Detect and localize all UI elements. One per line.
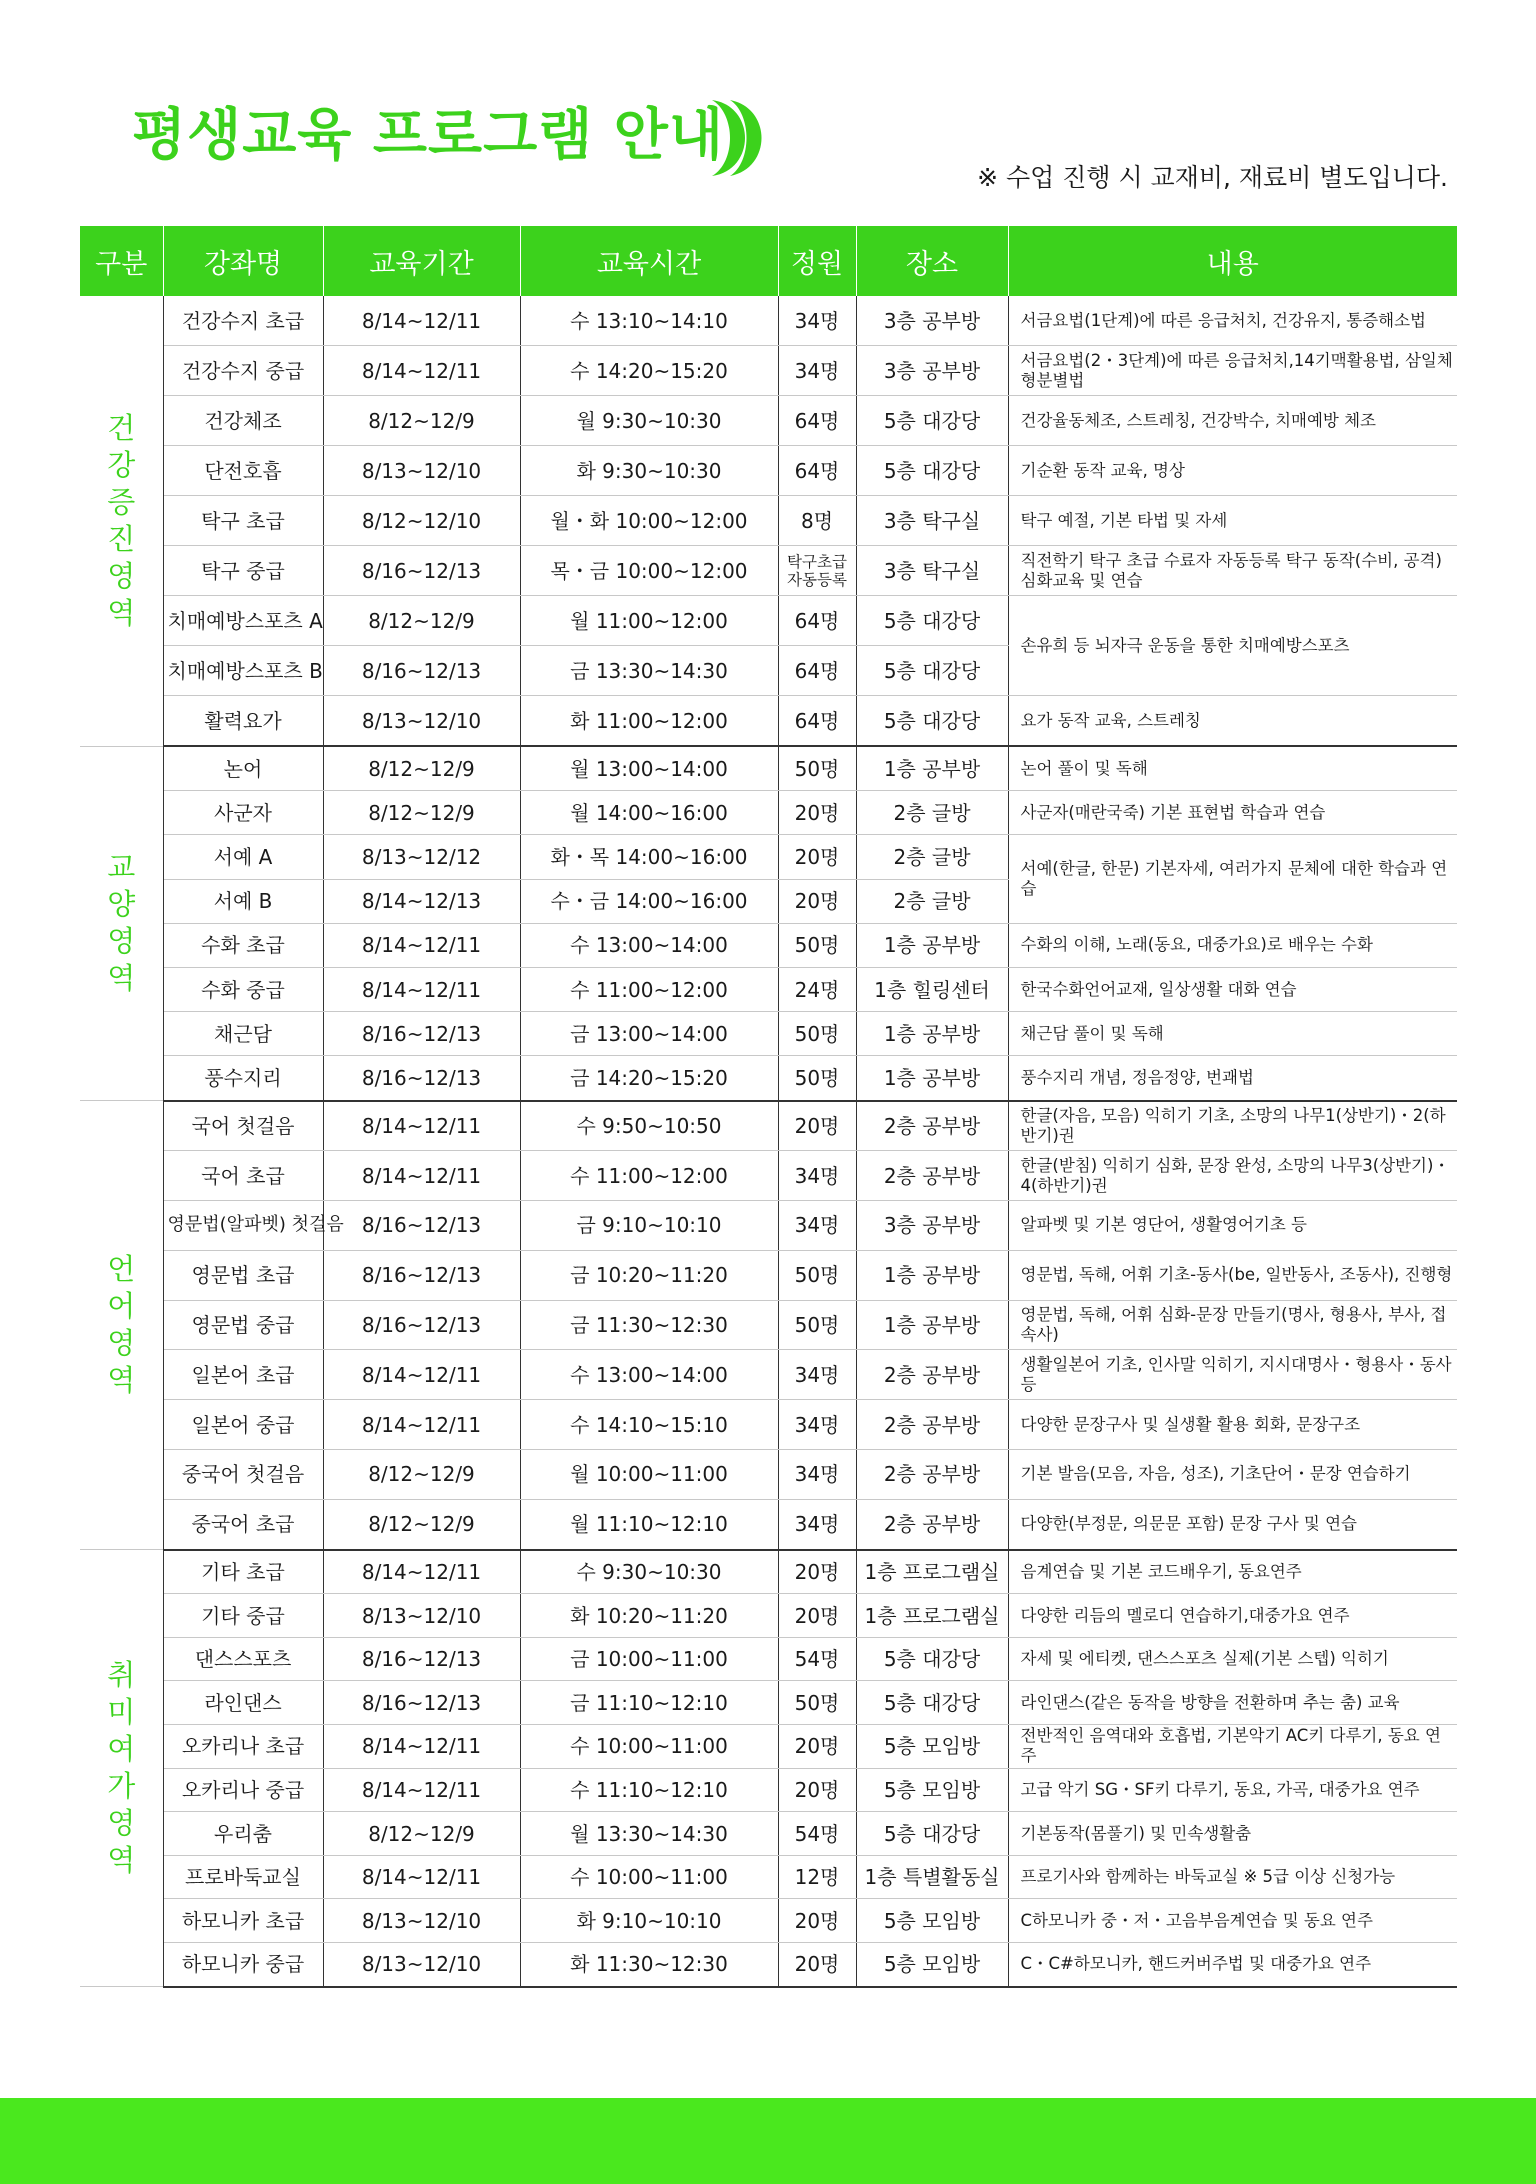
content-cell: 기본 발음(모음, 자음, 성조), 기초단어・문장 연습하기: [1008, 1450, 1457, 1500]
page-title: 평생교육 프로그램 안내: [132, 103, 724, 168]
capacity-cell: 50명: [778, 1300, 856, 1350]
content-cell: 기순환 동작 교육, 명상: [1008, 446, 1457, 496]
capacity-cell: 34명: [778, 1450, 856, 1500]
content-cell: C・C#하모니카, 핸드커버주법 및 대중가요 연주: [1008, 1943, 1457, 1987]
time-cell: 월 9:30~10:30: [520, 396, 778, 446]
place-cell: 2층 공부방: [856, 1499, 1008, 1549]
content-cell: 프로기사와 함께하는 바둑교실 ※ 5급 이상 신청가능: [1008, 1855, 1457, 1899]
capacity-cell: 64명: [778, 596, 856, 646]
period-cell: 8/14~12/11: [323, 296, 520, 346]
capacity-cell: 50명: [778, 1012, 856, 1056]
period-cell: 8/16~12/13: [323, 1300, 520, 1350]
time-cell: 화・목 14:00~16:00: [520, 835, 778, 879]
place-cell: 1층 프로그램실: [856, 1594, 1008, 1638]
place-cell: 2층 공부방: [856, 1151, 1008, 1201]
content-cell: 자세 및 에티켓, 댄스스포츠 실제(기본 스텝) 익히기: [1008, 1637, 1457, 1681]
period-cell: 8/14~12/11: [323, 923, 520, 967]
category-cell: [80, 296, 163, 746]
capacity-cell: 12명: [778, 1855, 856, 1899]
place-cell: 5층 모임방: [856, 1943, 1008, 1987]
capacity-cell: 50명: [778, 1250, 856, 1300]
table-row: [80, 1350, 1457, 1400]
place-cell: 2층 공부방: [856, 1101, 1008, 1151]
capacity-cell: 20명: [778, 1594, 856, 1638]
content-cell: 영문법, 독해, 어휘 기초-동사(be, 일반동사, 조동사), 진행형: [1008, 1250, 1457, 1300]
content-cell: 손유희 등 뇌자극 운동을 통한 치매예방스포츠: [1008, 596, 1457, 696]
period-cell: 8/13~12/10: [323, 1899, 520, 1943]
time-cell: 월 13:00~14:00: [520, 746, 778, 791]
place-cell: 1층 힐링센터: [856, 967, 1008, 1011]
place-cell: 5층 모임방: [856, 1725, 1008, 1769]
place-cell: 3층 탁구실: [856, 546, 1008, 596]
table-body: [80, 296, 1457, 1987]
course-name-cell: 기타 중급: [163, 1594, 323, 1638]
table-row: [80, 746, 1457, 791]
category-label: 취미여가영역: [107, 1658, 136, 1878]
place-cell: 5층 대강당: [856, 1812, 1008, 1856]
table-row: [80, 1056, 1457, 1101]
capacity-cell: 20명: [778, 835, 856, 879]
time-cell: 월 14:00~16:00: [520, 791, 778, 835]
table-row: [80, 923, 1457, 967]
content-cell: 서예(한글, 한문) 기본자세, 여러가지 문체에 대한 학습과 연습: [1008, 835, 1457, 923]
capacity-cell: 34명: [778, 1201, 856, 1251]
period-cell: 8/16~12/13: [323, 1637, 520, 1681]
period-cell: 8/14~12/11: [323, 1725, 520, 1769]
capacity-cell: 20명: [778, 879, 856, 923]
table-row: [80, 1300, 1457, 1350]
course-name-cell: 영문법(알파벳) 첫걸음: [163, 1201, 323, 1251]
time-cell: 수 9:50~10:50: [520, 1101, 778, 1151]
period-cell: 8/14~12/13: [323, 879, 520, 923]
place-cell: 1층 공부방: [856, 1012, 1008, 1056]
course-name-cell: 단전호흡: [163, 446, 323, 496]
header-capacity: 정원: [778, 226, 856, 296]
place-cell: 3층 공부방: [856, 1201, 1008, 1251]
capacity-cell: 64명: [778, 646, 856, 696]
place-cell: 5층 모임방: [856, 1899, 1008, 1943]
course-name-cell: 탁구 중급: [163, 546, 323, 596]
capacity-cell: 20명: [778, 1943, 856, 1987]
course-name-cell: 치매예방스포츠 B: [163, 646, 323, 696]
time-cell: 금 14:20~15:20: [520, 1056, 778, 1101]
table-row: [80, 1943, 1457, 1987]
place-cell: 1층 특별활동실: [856, 1855, 1008, 1899]
time-cell: 수 10:00~11:00: [520, 1725, 778, 1769]
place-cell: 5층 대강당: [856, 596, 1008, 646]
table-row: [80, 791, 1457, 835]
period-cell: 8/16~12/13: [323, 1250, 520, 1300]
period-cell: 8/14~12/11: [323, 1151, 520, 1201]
content-cell: 채근담 풀이 및 독해: [1008, 1012, 1457, 1056]
time-cell: 금 9:10~10:10: [520, 1201, 778, 1251]
content-cell: 알파벳 및 기본 영단어, 생활영어기초 등: [1008, 1201, 1457, 1251]
time-cell: 수 14:20~15:20: [520, 346, 778, 396]
course-name-cell: 영문법 중급: [163, 1300, 323, 1350]
capacity-cell: 탁구초급 자동등록: [778, 546, 856, 596]
header-course: 강좌명: [163, 226, 323, 296]
course-name-cell: 오카리나 중급: [163, 1768, 323, 1812]
period-cell: 8/16~12/13: [323, 1681, 520, 1725]
course-name-cell: 논어: [163, 746, 323, 791]
period-cell: 8/16~12/13: [323, 1056, 520, 1101]
category-cell: [80, 1101, 163, 1550]
header-period: 교육기간: [323, 226, 520, 296]
content-cell: C하모니카 중・저・고음부음계연습 및 동요 연주: [1008, 1899, 1457, 1943]
time-cell: 화 11:30~12:30: [520, 1943, 778, 1987]
time-cell: 화 9:10~10:10: [520, 1899, 778, 1943]
period-cell: 8/13~12/10: [323, 1594, 520, 1638]
course-name-cell: 서예 A: [163, 835, 323, 879]
course-name-cell: 치매예방스포츠 A: [163, 596, 323, 646]
table-row: [80, 1550, 1457, 1594]
course-name-cell: 국어 초급: [163, 1151, 323, 1201]
table-row: [80, 696, 1457, 747]
content-cell: 탁구 예절, 기본 타법 및 자세: [1008, 496, 1457, 546]
table-row: [80, 1725, 1457, 1769]
capacity-cell: 34명: [778, 1400, 856, 1450]
table-row: [80, 1812, 1457, 1856]
place-cell: 5층 모임방: [856, 1768, 1008, 1812]
capacity-cell: 34명: [778, 1499, 856, 1549]
table-row: [80, 1681, 1457, 1725]
category-cell: [80, 746, 163, 1101]
course-name-cell: 오카리나 초급: [163, 1725, 323, 1769]
header-content: 내용: [1008, 226, 1457, 296]
capacity-cell: 64명: [778, 396, 856, 446]
place-cell: 1층 공부방: [856, 1300, 1008, 1350]
course-name-cell: 프로바둑교실: [163, 1855, 323, 1899]
time-cell: 수 13:00~14:00: [520, 1350, 778, 1400]
table-row: [80, 1012, 1457, 1056]
period-cell: 8/12~12/9: [323, 746, 520, 791]
place-cell: 5층 대강당: [856, 646, 1008, 696]
place-cell: 1층 공부방: [856, 1250, 1008, 1300]
capacity-cell: 34명: [778, 1151, 856, 1201]
course-name-cell: 서예 B: [163, 879, 323, 923]
content-cell: 다양한 리듬의 멜로디 연습하기,대중가요 연주: [1008, 1594, 1457, 1638]
period-cell: 8/14~12/11: [323, 1101, 520, 1151]
table-row: [80, 1101, 1457, 1151]
content-cell: 수화의 이해, 노래(동요, 대중가요)로 배우는 수화: [1008, 923, 1457, 967]
time-cell: 월 13:30~14:30: [520, 1812, 778, 1856]
place-cell: 2층 공부방: [856, 1350, 1008, 1400]
period-cell: 8/14~12/11: [323, 1550, 520, 1594]
course-name-cell: 일본어 초급: [163, 1350, 323, 1400]
period-cell: 8/16~12/13: [323, 546, 520, 596]
time-cell: 화 11:00~12:00: [520, 696, 778, 747]
content-cell: 서금요법(1단계)에 따른 응급처치, 건강유지, 통증해소법: [1008, 296, 1457, 346]
time-cell: 금 10:20~11:20: [520, 1250, 778, 1300]
capacity-cell: 34명: [778, 296, 856, 346]
content-cell: 다양한 문장구사 및 실생활 활용 회화, 문장구조: [1008, 1400, 1457, 1450]
material-fee-note: ※ 수업 진행 시 교재비, 재료비 별도입니다.: [977, 163, 1448, 192]
place-cell: 5층 대강당: [856, 1681, 1008, 1725]
place-cell: 3층 공부방: [856, 346, 1008, 396]
capacity-cell: 20명: [778, 1725, 856, 1769]
table-row: [80, 1768, 1457, 1812]
place-cell: 5층 대강당: [856, 396, 1008, 446]
table-row: [80, 496, 1457, 546]
course-name-cell: 라인댄스: [163, 1681, 323, 1725]
period-cell: 8/14~12/11: [323, 1768, 520, 1812]
time-cell: 수 10:00~11:00: [520, 1855, 778, 1899]
place-cell: 2층 공부방: [856, 1450, 1008, 1500]
table-row: [80, 1400, 1457, 1450]
course-name-cell: 채근담: [163, 1012, 323, 1056]
period-cell: 8/16~12/13: [323, 1012, 520, 1056]
course-name-cell: 영문법 초급: [163, 1250, 323, 1300]
content-cell: 영문법, 독해, 어휘 심화-문장 만들기(명사, 형용사, 부사, 접속사): [1008, 1300, 1457, 1350]
period-cell: 8/13~12/10: [323, 446, 520, 496]
capacity-cell: 54명: [778, 1637, 856, 1681]
capacity-cell: 64명: [778, 696, 856, 747]
time-cell: 금 13:00~14:00: [520, 1012, 778, 1056]
time-cell: 수 9:30~10:30: [520, 1550, 778, 1594]
course-name-cell: 활력요가: [163, 696, 323, 747]
course-name-cell: 국어 첫걸음: [163, 1101, 323, 1151]
table-header-row: [80, 226, 1457, 296]
course-name-cell: 풍수지리: [163, 1056, 323, 1101]
place-cell: 5층 대강당: [856, 1637, 1008, 1681]
period-cell: 8/14~12/11: [323, 1350, 520, 1400]
content-cell: 직전학기 탁구 초급 수료자 자동등록 탁구 동작(수비, 공격) 심화교육 및 연습: [1008, 546, 1457, 596]
content-cell: 사군자(매란국죽) 기본 표현법 학습과 연습: [1008, 791, 1457, 835]
content-cell: 한글(자음, 모음) 익히기 기초, 소망의 나무1(상반기)・2(하반기)권: [1008, 1101, 1457, 1151]
content-cell: 다양한(부정문, 의문문 포함) 문장 구사 및 연습: [1008, 1499, 1457, 1549]
time-cell: 수 11:00~12:00: [520, 1151, 778, 1201]
time-cell: 화 10:20~11:20: [520, 1594, 778, 1638]
category-label: 교양영역: [107, 850, 136, 996]
course-name-cell: 우리춤: [163, 1812, 323, 1856]
category-label: 언어영역: [107, 1252, 136, 1398]
table-row: [80, 1250, 1457, 1300]
period-cell: 8/12~12/9: [323, 1450, 520, 1500]
capacity-cell: 34명: [778, 1350, 856, 1400]
place-cell: 5층 대강당: [856, 696, 1008, 747]
capacity-cell: 50명: [778, 923, 856, 967]
capacity-cell: 24명: [778, 967, 856, 1011]
capacity-cell: 50명: [778, 1681, 856, 1725]
table-row: [80, 346, 1457, 396]
time-cell: 금 13:30~14:30: [520, 646, 778, 696]
content-cell: 생활일본어 기초, 인사말 익히기, 지시대명사・형용사・동사 등: [1008, 1350, 1457, 1400]
capacity-cell: 34명: [778, 346, 856, 396]
content-cell: 논어 풀이 및 독해: [1008, 746, 1457, 791]
place-cell: 2층 글방: [856, 791, 1008, 835]
course-name-cell: 하모니카 초급: [163, 1899, 323, 1943]
header-time: 교육시간: [520, 226, 778, 296]
course-name-cell: 중국어 초급: [163, 1499, 323, 1549]
period-cell: 8/16~12/13: [323, 1201, 520, 1251]
table-row: [80, 596, 1457, 646]
table-row: [80, 1594, 1457, 1638]
period-cell: 8/13~12/10: [323, 696, 520, 747]
course-name-cell: 일본어 중급: [163, 1400, 323, 1450]
place-cell: 2층 글방: [856, 879, 1008, 923]
content-cell: 기본동작(몸풀기) 및 민속생활춤: [1008, 1812, 1457, 1856]
time-cell: 수 14:10~15:10: [520, 1400, 778, 1450]
table-row: [80, 1899, 1457, 1943]
period-cell: 8/14~12/11: [323, 1400, 520, 1450]
content-cell: 한국수화언어교재, 일상생활 대화 연습: [1008, 967, 1457, 1011]
capacity-cell: 54명: [778, 1812, 856, 1856]
header-category: 구분: [80, 226, 163, 296]
content-cell: 서금요법(2・3단계)에 따른 응급처치,14기맥활용법, 삼일체형분별법: [1008, 346, 1457, 396]
table-row: [80, 1499, 1457, 1549]
course-name-cell: 건강수지 중급: [163, 346, 323, 396]
place-cell: 1층 공부방: [856, 746, 1008, 791]
time-cell: 월 11:10~12:10: [520, 1499, 778, 1549]
category-label: 건강증진영역: [107, 410, 136, 630]
course-name-cell: 탁구 초급: [163, 496, 323, 546]
header-place: 장소: [856, 226, 1008, 296]
table-row: [80, 546, 1457, 596]
course-name-cell: 하모니카 중급: [163, 1943, 323, 1987]
capacity-cell: 20명: [778, 1899, 856, 1943]
place-cell: 3층 탁구실: [856, 496, 1008, 546]
program-table: [80, 226, 1457, 1988]
period-cell: 8/13~12/10: [323, 1943, 520, 1987]
content-cell: 고급 악기 SG・SF키 다루기, 동요, 가곡, 대중가요 연주: [1008, 1768, 1457, 1812]
course-name-cell: 사군자: [163, 791, 323, 835]
place-cell: 1층 프로그램실: [856, 1550, 1008, 1594]
period-cell: 8/12~12/9: [323, 596, 520, 646]
place-cell: 1층 공부방: [856, 923, 1008, 967]
place-cell: 2층 공부방: [856, 1400, 1008, 1450]
capacity-cell: 8명: [778, 496, 856, 546]
place-cell: 5층 대강당: [856, 446, 1008, 496]
time-cell: 목・금 10:00~12:00: [520, 546, 778, 596]
course-name-cell: 기타 초급: [163, 1550, 323, 1594]
table-row: [80, 1201, 1457, 1251]
time-cell: 월 10:00~11:00: [520, 1450, 778, 1500]
period-cell: 8/12~12/9: [323, 1499, 520, 1549]
time-cell: 수・금 14:00~16:00: [520, 879, 778, 923]
table-row: [80, 835, 1457, 879]
table-row: [80, 1450, 1457, 1500]
category-cell: [80, 1550, 163, 1987]
time-cell: 금 11:10~12:10: [520, 1681, 778, 1725]
period-cell: 8/12~12/10: [323, 496, 520, 546]
period-cell: 8/14~12/11: [323, 967, 520, 1011]
period-cell: 8/14~12/11: [323, 346, 520, 396]
capacity-cell: 20명: [778, 1101, 856, 1151]
time-cell: 수 13:00~14:00: [520, 923, 778, 967]
period-cell: 8/12~12/9: [323, 791, 520, 835]
time-cell: 월 11:00~12:00: [520, 596, 778, 646]
capacity-cell: 20명: [778, 791, 856, 835]
content-cell: 한글(받침) 익히기 심화, 문장 완성, 소망의 나무3(상반기)・4(하반기)권: [1008, 1151, 1457, 1201]
period-cell: 8/12~12/9: [323, 396, 520, 446]
content-cell: 전반적인 음역대와 호흡법, 기본악기 AC키 다루기, 동요 연주: [1008, 1725, 1457, 1769]
table-row: [80, 1855, 1457, 1899]
content-cell: 라인댄스(같은 동작을 방향을 전환하며 추는 춤) 교육: [1008, 1681, 1457, 1725]
course-name-cell: 건강수지 초급: [163, 296, 323, 346]
table-row: [80, 1637, 1457, 1681]
period-cell: 8/16~12/13: [323, 646, 520, 696]
content-cell: 음계연습 및 기본 코드배우기, 동요연주: [1008, 1550, 1457, 1594]
capacity-cell: 20명: [778, 1550, 856, 1594]
content-cell: 건강율동체조, 스트레칭, 건강박수, 치매예방 체조: [1008, 396, 1457, 446]
course-name-cell: 중국어 첫걸음: [163, 1450, 323, 1500]
course-name-cell: 수화 초급: [163, 923, 323, 967]
time-cell: 수 11:00~12:00: [520, 967, 778, 1011]
crescent-moon-icon: [706, 96, 766, 180]
course-name-cell: 수화 중급: [163, 967, 323, 1011]
time-cell: 수 11:10~12:10: [520, 1768, 778, 1812]
table-row: [80, 1151, 1457, 1201]
table-row: [80, 446, 1457, 496]
time-cell: 금 10:00~11:00: [520, 1637, 778, 1681]
time-cell: 수 13:10~14:10: [520, 296, 778, 346]
capacity-cell: 50명: [778, 1056, 856, 1101]
course-name-cell: 댄스스포츠: [163, 1637, 323, 1681]
place-cell: 2층 글방: [856, 835, 1008, 879]
footer-bar: [0, 2098, 1536, 2184]
time-cell: 금 11:30~12:30: [520, 1300, 778, 1350]
time-cell: 월・화 10:00~12:00: [520, 496, 778, 546]
period-cell: 8/12~12/9: [323, 1812, 520, 1856]
table-row: [80, 396, 1457, 446]
content-cell: 요가 동작 교육, 스트레칭: [1008, 696, 1457, 747]
capacity-cell: 64명: [778, 446, 856, 496]
content-cell: 풍수지리 개념, 정음정양, 번괘법: [1008, 1056, 1457, 1101]
period-cell: 8/13~12/12: [323, 835, 520, 879]
table-row: [80, 967, 1457, 1011]
period-cell: 8/14~12/11: [323, 1855, 520, 1899]
place-cell: 3층 공부방: [856, 296, 1008, 346]
course-name-cell: 건강체조: [163, 396, 323, 446]
table-row: [80, 296, 1457, 346]
time-cell: 화 9:30~10:30: [520, 446, 778, 496]
capacity-cell: 50명: [778, 746, 856, 791]
place-cell: 1층 공부방: [856, 1056, 1008, 1101]
capacity-cell: 20명: [778, 1768, 856, 1812]
